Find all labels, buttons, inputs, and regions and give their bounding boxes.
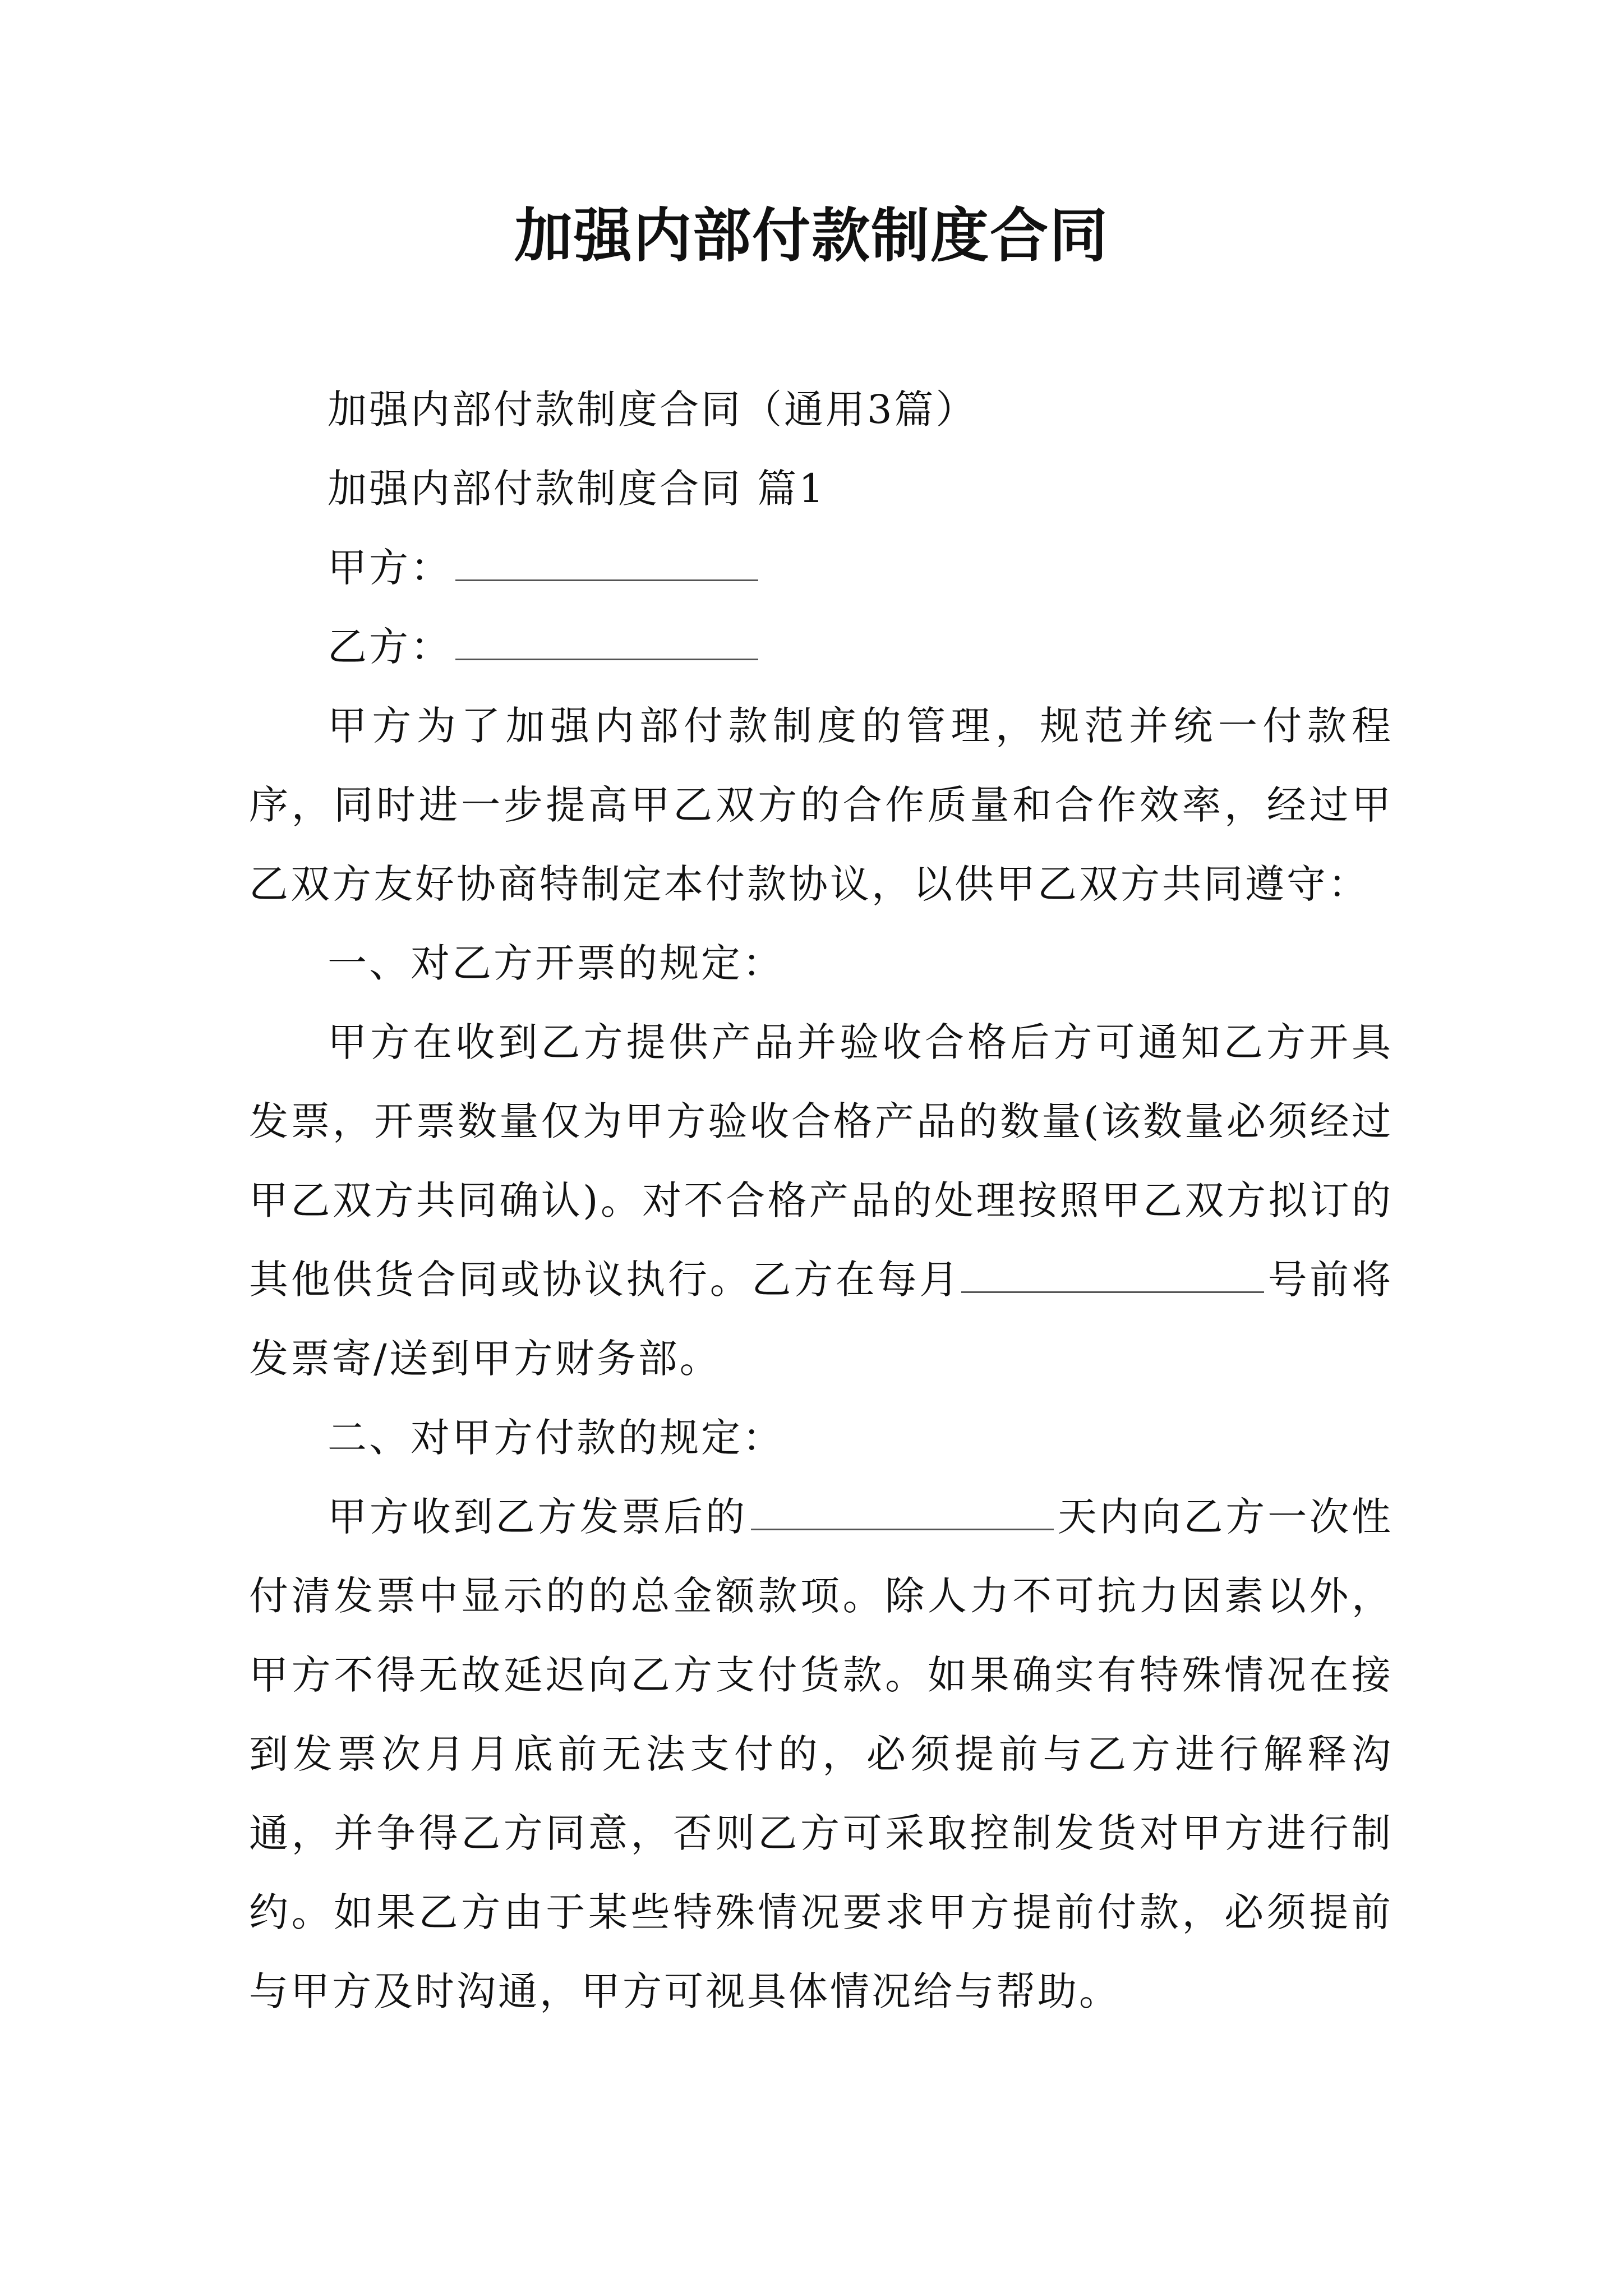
section2-text: 天内向乙方一次性付清发票中显示的的总金额款项。除人力不可抗力因素以外，甲方不得无故延迟向乙方支付货款。如果确实有特殊情况在接到发票次月月底前无法支付的，必须提前与乙方进行解释沟通，并争得乙方同意，否则乙方可采取控制发货对甲方进行制约。如果乙方由于某些特殊情况要求甲方提前付款，必须提前与甲方及时沟通，甲方可视具体情况给与帮助。 <box>249 1494 1394 2014</box>
party-b-line <box>249 608 1393 687</box>
collection-title: 加强内部付款制度合同（通用3篇） <box>328 386 978 432</box>
section1-tail: 号前将发票寄/送到甲方财务部。 <box>249 1257 1394 1382</box>
section1-heading: 一、对乙方开票的规定： <box>328 940 784 986</box>
section2-lead: 甲方收到乙方发票后的 <box>328 1494 748 1540</box>
preamble-paragraph: 甲方为了加强内部付款制度的管理，规范并统一付款程序，同时进一步提高甲乙双方的合作质量和合作效率，经过甲乙双方友好协商特制定本付款协议，以供甲乙双方共同遵守： <box>249 703 1393 907</box>
party-a-blank <box>455 546 758 581</box>
document-title: 加强内部付款制度合同 <box>514 201 1109 270</box>
article-title: 加强内部付款制度合同 篇1 <box>328 466 826 512</box>
invoice-day-blank <box>961 1258 1264 1293</box>
party-a-label: 甲方： <box>328 545 452 591</box>
party-b-blank <box>455 625 758 660</box>
document-body <box>249 370 1393 2031</box>
party-b-label: 乙方： <box>328 624 452 670</box>
party-a-line <box>249 528 1393 608</box>
section1-text: 甲方在收到乙方提供产品并验收合格后方可通知乙方开具发票，开票数量仅为甲方验收合格产品的数量(该数量必须经过甲乙双方共同确认)。对不合格产品的处理按照甲乙双方拟订的其他供货合同或协议执行。乙方在每月 <box>249 1019 1393 1303</box>
section2-paragraph <box>249 1478 1393 2031</box>
section2-heading: 二、对甲方付款的规定： <box>328 1415 784 1461</box>
section1-paragraph <box>249 1003 1393 1398</box>
payment-days-blank <box>751 1495 1054 1530</box>
